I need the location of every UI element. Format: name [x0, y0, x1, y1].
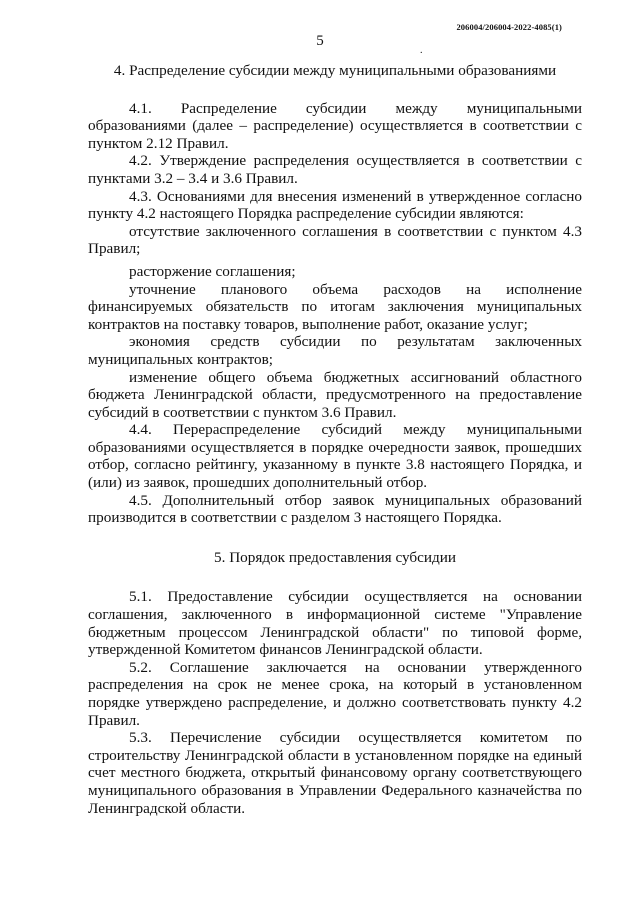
paragraph-4-3: 4.3. Основаниями для внесения изменений в утвержденное согласно пункту 4.2 настоящего Порядка распределение субсидии являются:	[88, 187, 582, 223]
list-item-volume-adjustment: уточнение планового объема расходов на исполнение финансируемых обязательств по итогам заключения муниципальных контрактов на поставку товаров, выполнение работ, оказание услуг;	[88, 280, 582, 333]
paragraph-4-2: 4.2. Утверждение распределения осуществляется в соответствии с пунктами 3.2 – 3.4 и 3.6 Правил.	[88, 152, 582, 187]
paragraph-4-1: 4.1. Распределение субсидии между муниципальными образованиями (далее – распределение) осуществляется в соответствии с пунктом 2.12 Правил.	[88, 99, 582, 152]
document-body	[88, 62, 582, 817]
list-item-termination: расторжение соглашения;	[129, 262, 296, 280]
page-number: 5	[316, 33, 324, 49]
paragraph-4-4: 4.4. Перераспределение субсидий между муниципальными образованиями осуществляется в порядке очередности заявок, прошедших отбор, согласно рейтингу, указанному в пункте 3.8 настоящего Порядка, и (или) из заявок, прошедших дополнительный отбор.	[88, 421, 582, 492]
section-5-title: 5. Порядок предоставления субсидии	[214, 548, 456, 566]
list-item-budget-change: изменение общего объема бюджетных ассигнований областного бюджета Ленинградской области, предусмотренного на предоставление субсидий в соответствии с пунктом 3.6 Правил.	[88, 368, 582, 421]
paragraph-4-5: 4.5. Дополнительный отбор заявок муниципальных образований производится в соответствии с разделом 3 настоящего Порядка.	[88, 491, 582, 527]
paragraph-5-3: 5.3. Перечисление субсидии осуществляется комитетом по строительству Ленинградской области в установленном порядке на единый счет местного бюджета, открытый финансовому органу соответствующего муниципального образования в Управлении Федерального казначейства по Ленинградской области.	[88, 729, 582, 817]
list-item-savings: экономия средств субсидии по результатам заключенных муниципальных контрактов;	[88, 333, 582, 368]
list-item-no-agreement: отсутствие заключенного соглашения в соответствии с пунктом 4.3 Правил;	[88, 222, 582, 258]
page-mark: .	[420, 45, 423, 56]
document-registration-code: 206004/206004-2022-4085(1)	[456, 22, 562, 32]
paragraph-5-1: 5.1. Предоставление субсидии осуществляется на основании соглашения, заключенного в информационной системе "Управление бюджетным процессом Ленинградской области" по типовой форме, утвержденной Комитетом финансов Ленинградской области.	[88, 588, 582, 659]
section-4-title: 4. Распределение субсидии между муниципальными образованиями	[113, 62, 557, 79]
paragraph-5-2: 5.2. Соглашение заключается на основании утвержденного распределения на срок не менее срока, на который в установленном порядке утверждено распределение, и должно соответствовать пункту 4.2 Правил.	[88, 658, 582, 729]
